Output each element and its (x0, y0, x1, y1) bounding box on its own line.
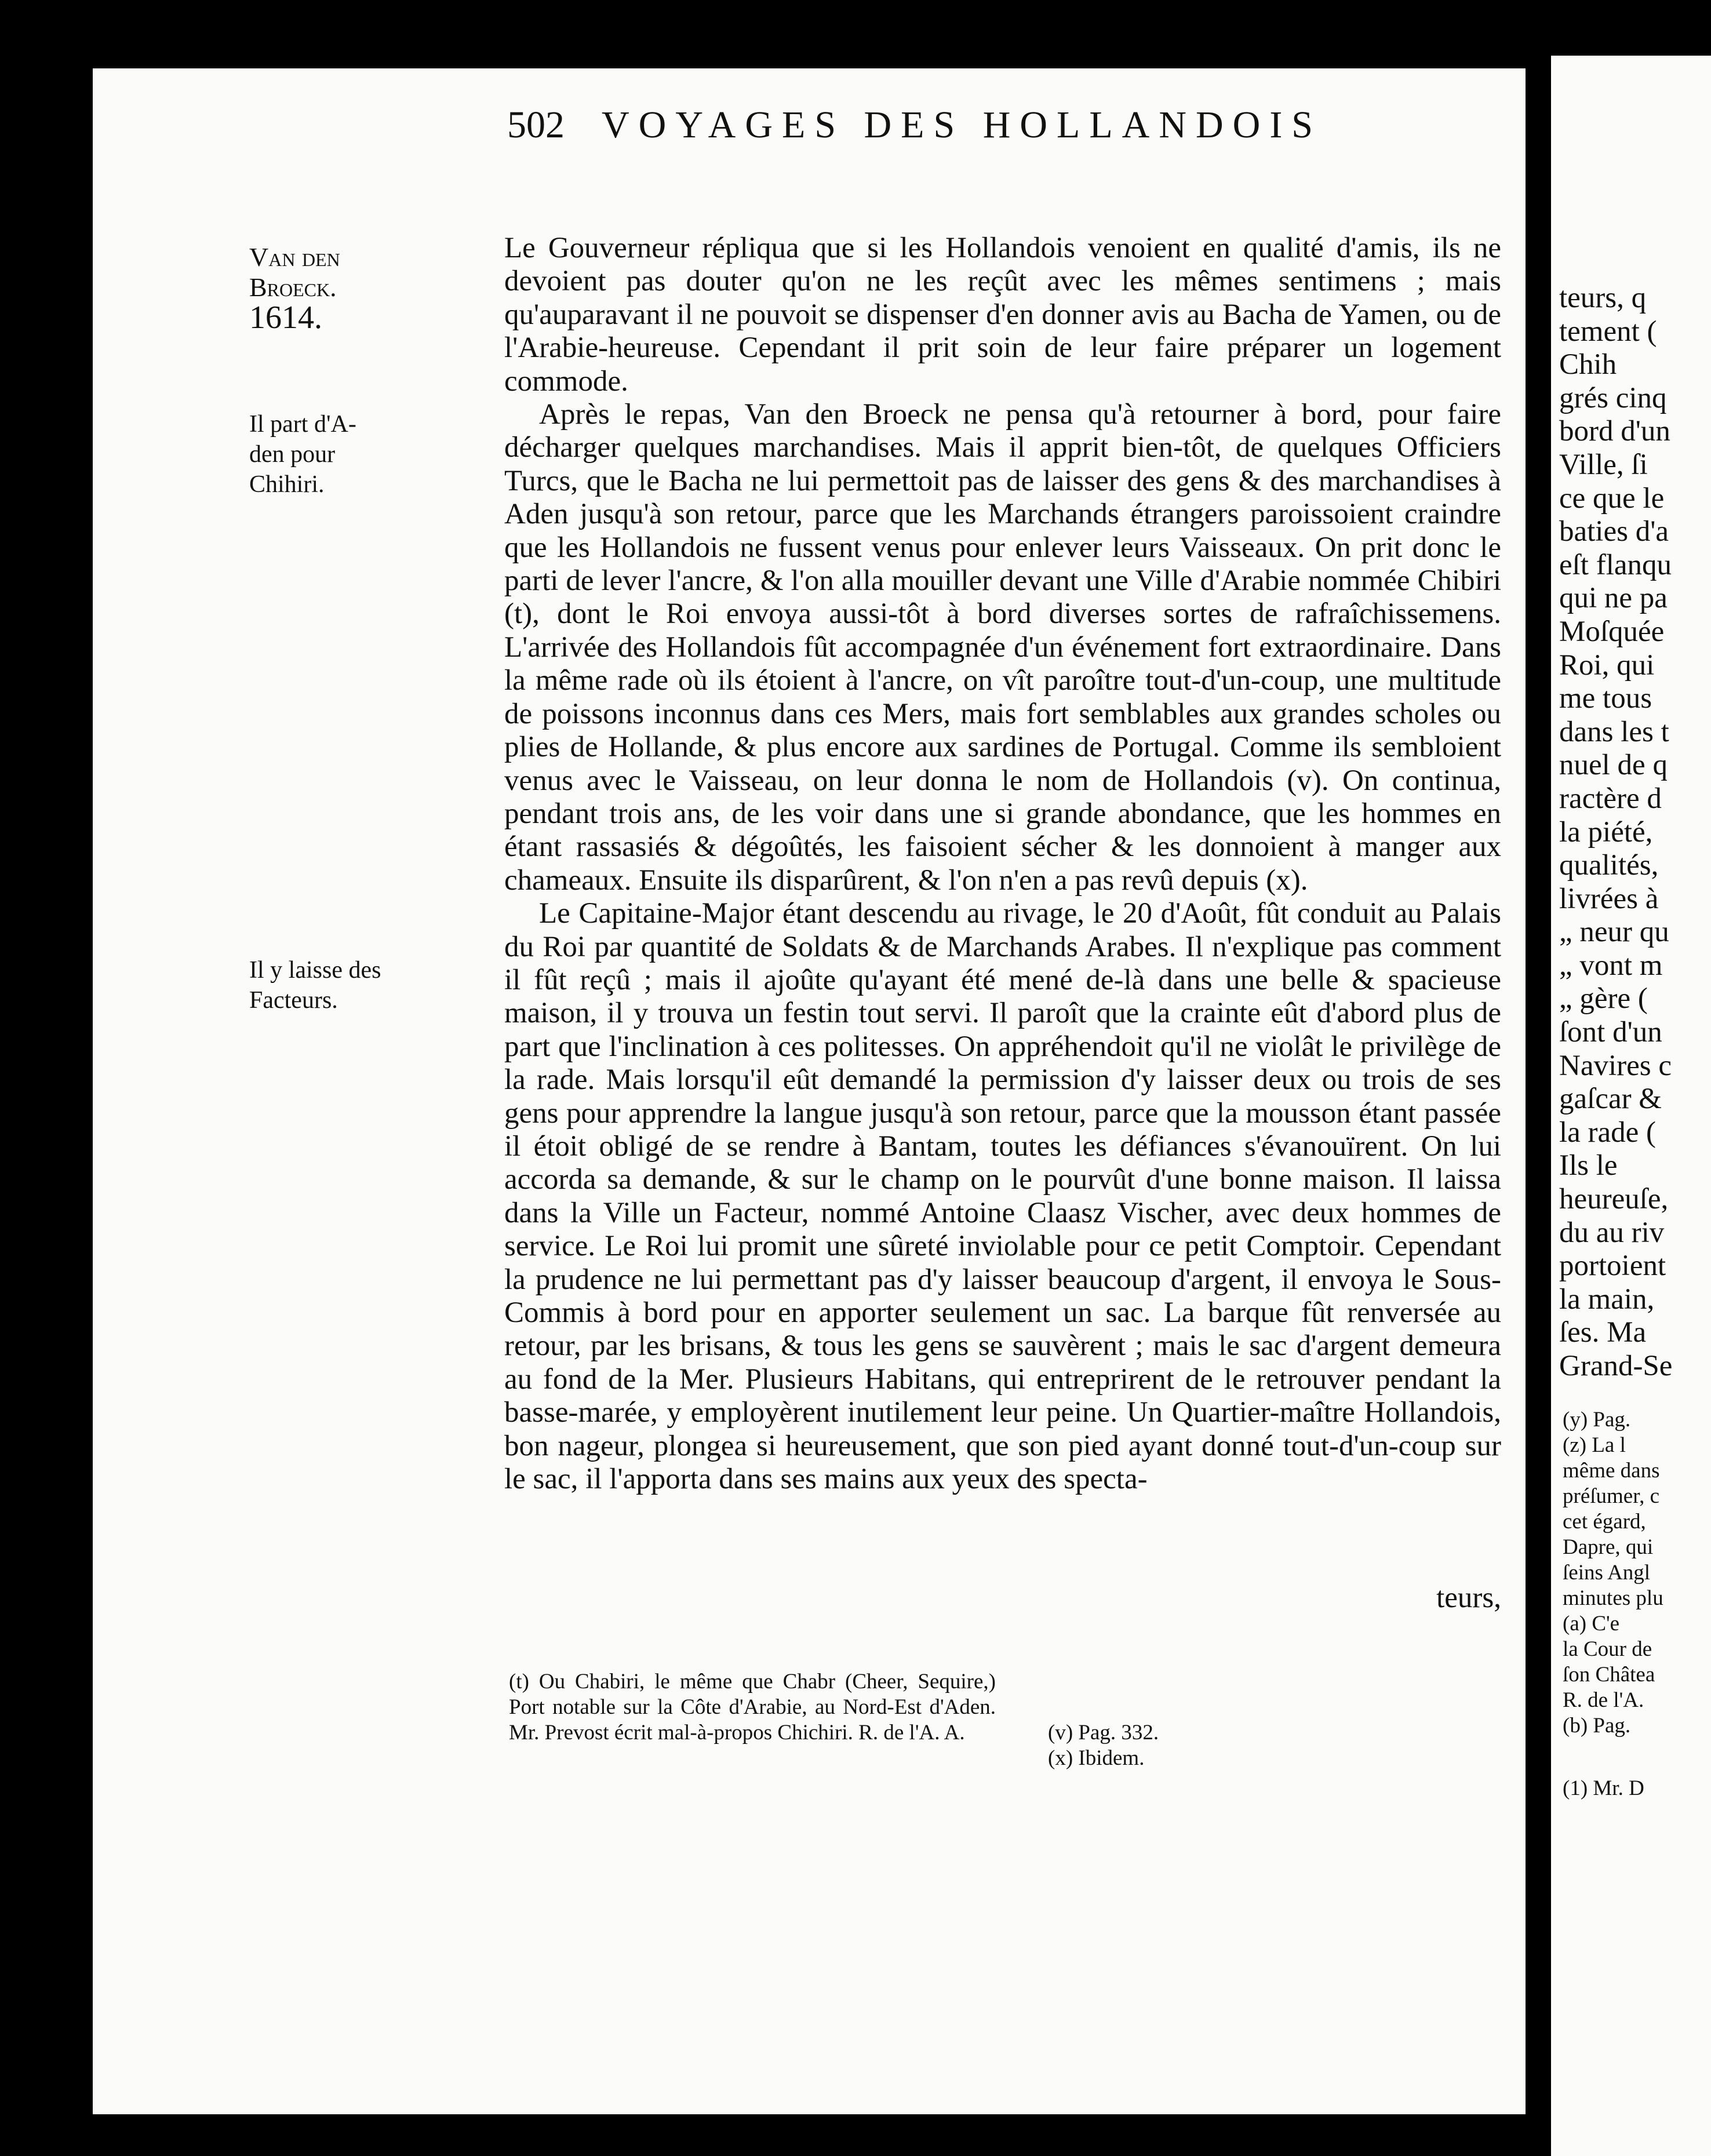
right-note-line: (y) Pag. (1563, 1408, 1631, 1432)
right-line: Moſquée (1559, 615, 1665, 648)
right-line: Ils le (1559, 1149, 1618, 1182)
page-number: 502 (507, 104, 565, 146)
book-page-right-fragment (1551, 56, 1711, 2156)
right-line: la rade ( (1559, 1116, 1657, 1149)
right-page-text (1559, 282, 1711, 1383)
margin-note-line: Il part d'A- (249, 411, 356, 438)
margin-note-facteurs (249, 955, 498, 1015)
right-line: bord d'un (1559, 415, 1670, 448)
margin-author-date (249, 242, 498, 336)
margin-note-line: Il y laisse des (249, 957, 381, 984)
right-note-line: ſeins Angl (1563, 1561, 1651, 1585)
footnote-t: (t) Ou Chabiri, le même que Chabr (Cheer, Sequire,) Port notable sur la Côte d'Arabie, au Nord-Est d'Aden. Mr. Prevost écrit mal-à-propos Chichiri. R. de l'A. A. (509, 1670, 996, 1745)
catchword: teurs, (1436, 1582, 1501, 1614)
right-note-line: préſumer, c (1563, 1484, 1659, 1508)
right-line: qualités, (1559, 849, 1659, 882)
right-line: Navires c (1559, 1049, 1672, 1082)
right-line: portoient (1559, 1250, 1666, 1283)
right-note-line: (z) La l (1563, 1433, 1626, 1457)
margin-note-line: Facteurs. (249, 987, 338, 1014)
right-page-notes (1563, 1407, 1711, 1739)
right-line: heureuſe, (1559, 1183, 1669, 1216)
margin-note-chihiri (249, 409, 498, 500)
right-line: nuel de q (1559, 749, 1668, 782)
right-note-line: ſon Châtea (1563, 1663, 1655, 1687)
right-line: „ neur qu (1559, 916, 1669, 949)
right-line: „ vont m (1559, 949, 1663, 982)
running-title: VOYAGES DES HOLLANDOIS (602, 104, 1322, 146)
paragraph: Le Gouverneur répliqua que si les Hollandois venoient en qualité d'amis, ils ne devoient pas douter qu'on ne les reçût avec les mêmes sentimens ; mais qu'auparavant il ne pouvoit se dispenser d'en donner avis au Bacha de Yamen, ou de l'Arabie-heureuse. Cependant il prit soin de leur faire préparer un logement commode. (504, 232, 1501, 398)
margin-note-line: Chihiri. (249, 471, 325, 498)
right-note-line: (b) Pag. (1563, 1714, 1631, 1738)
right-note-line: la Cour de (1563, 1637, 1652, 1661)
right-page-foot: (1) Mr. D (1563, 1776, 1644, 1800)
right-line: la piété, (1559, 815, 1653, 848)
right-line: gaſcar & (1559, 1083, 1662, 1116)
right-line: ſont d'un (1559, 1016, 1662, 1049)
right-note-line: même dans (1563, 1459, 1660, 1483)
footnote-x: (x) Ibidem. (1048, 1746, 1145, 1770)
right-line: ractère d (1559, 782, 1662, 815)
paragraph: Après le repas, Van den Broeck ne pensa qu'à retourner à bord, pour faire décharger quelques marchandises. Mais il apprit bien-tôt, de quelques Officiers Turcs, que le Bacha ne lui permettoit pas de laisser des gens & des marchandises à Aden jusqu'à son retour, parce que les Marchands étrangers paroissoient craindre que les Hollandois ne fussent venus pour enlever leurs Vaisseaux. On prit donc le parti de lever l'ancre, & l'on alla mouiller devant une Ville d'Arabie nommée Chibiri (t), dont le Roi envoya aussi-tôt à bord diverses sortes de rafraîchissemens. L'arrivée des Hollandois fût accompagnée d'un événement fort extraordinaire. Dans la même rade où ils étoient à l'ancre, on vît paroître tout-d'un-coup, une multitude de poissons inconnus dans ces Mers, mais fort semblables aux grandes scholes ou plies de Hollande, & plus encore aux sardines de Portugal. Comme ils sembloient venus avec le Vaisseau, on leur donna le nom de Hollandois (v). On continua, pendant trois ans, de les voir dans une si grande abondance, que les hommes en étant rassasiés & dégoûtés, les faisoient sécher & les donnoient à manger aux chameaux. Ensuite ils disparûrent, & l'on n'en a pas revû depuis (x). (504, 398, 1501, 897)
margin-note-line: den pour (249, 441, 336, 468)
main-text (504, 232, 1501, 1496)
right-line: Chih (1559, 348, 1617, 381)
right-line: teurs, q (1559, 282, 1647, 314)
margin-year: 1614. (249, 300, 322, 336)
right-line: grés cinq (1559, 381, 1667, 414)
right-line: la main, (1559, 1283, 1655, 1316)
margin-author-line: Broeck. (249, 272, 337, 302)
right-line: dans les t (1559, 715, 1669, 748)
right-line: „ gère ( (1559, 982, 1648, 1015)
footnote-column-2 (1048, 1720, 1500, 1771)
footnote-v: (v) Pag. 332. (1048, 1721, 1159, 1745)
right-line: qui ne pa (1559, 582, 1668, 615)
right-note-line: Dapre, qui (1563, 1535, 1654, 1559)
right-note-line: minutes plu (1563, 1586, 1663, 1610)
right-line: eſt flanqu (1559, 548, 1672, 581)
right-line: livrées à (1559, 882, 1659, 915)
right-line: ſes. Ma (1559, 1316, 1647, 1349)
right-line: me tous (1559, 682, 1652, 715)
paragraph: Le Capitaine-Major étant descendu au rivage, le 20 d'Août, fût conduit au Palais du Roi par quantité de Soldats & de Marchands Arabes. Il n'explique pas comment il fût reçû ; mais il ajoûte qu'ayant été mené de-là dans une belle & spacieuse maison, il y trouva un festin tout servi. Il paroît que la crainte eût d'abord plus de part que l'inclination à ces politesses. On appréhendoit qu'il ne violât le privilège de la rade. Mais lorsqu'il eût demandé la permission d'y laisser deux ou trois de ses gens pour apprendre la langue jusqu'à son retour, parce que la mousson étant passée il étoit obligé de se rendre à Bantam, toutes les défiances s'évanouïrent. On lui accorda sa demande, & sur le champ on le pourvût d'une bonne maison. Il laissa dans la Ville un Facteur, nommé Antoine Claasz Vischer, avec deux hommes de service. Le Roi lui promit une sûreté inviolable pour ce petit Comptoir. Cependant la prudence ne lui permettant pas d'y laisser beaucoup d'argent, il envoya le Sous-Commis à bord pour en apporter seulement un sac. La barque fût renversée au retour, par les brisans, & tous les gens se sauvèrent ; mais le sac d'argent demeura au fond de la Mer. Plusieurs Habitans, qui entreprirent de le retrouver pendant la basse-marée, y employèrent inutilement leur peine. Un Quartier-maître Hollandois, bon nageur, plongea si heureusement, que son pied ayant donné tout-d'un-coup sur le sac, il l'apporta dans ses mains aux yeux des specta- (504, 897, 1501, 1496)
right-note-line: R. de l'A. (1563, 1688, 1644, 1712)
right-note-line: cet égard, (1563, 1510, 1646, 1534)
right-line: tement ( (1559, 315, 1657, 348)
right-line: du au riv (1559, 1216, 1665, 1249)
right-line: baties d'a (1559, 515, 1669, 548)
running-header (507, 103, 1322, 147)
right-line: Grand-Se (1559, 1350, 1673, 1382)
right-note-line: (a) C'e (1563, 1612, 1620, 1636)
right-line: Ville, ſi (1559, 448, 1648, 481)
right-line: ce que le (1559, 482, 1665, 515)
margin-author-line: Van den (249, 242, 340, 272)
right-line: Roi, qui (1559, 649, 1655, 682)
